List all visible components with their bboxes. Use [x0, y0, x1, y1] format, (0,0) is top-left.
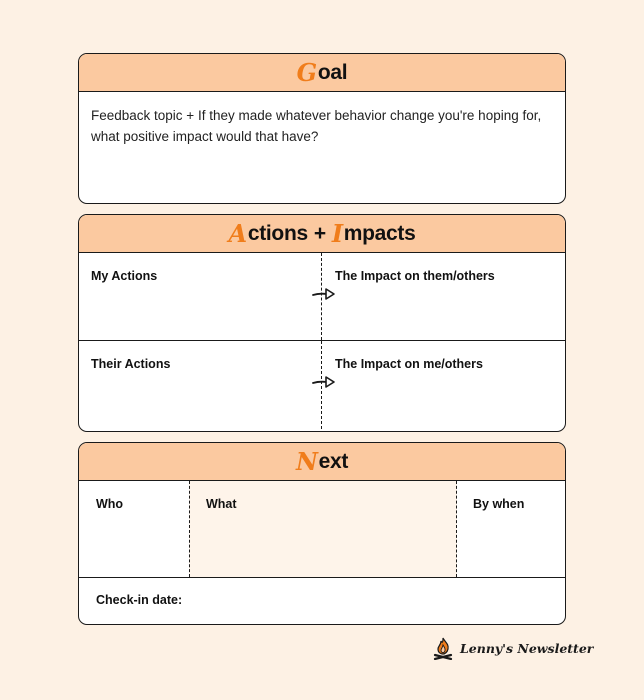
arrow-right-icon	[311, 375, 337, 389]
plus-sign: +	[313, 221, 326, 245]
next-columns	[79, 481, 565, 578]
next-card	[78, 442, 566, 625]
impact-on-me-label: The Impact on me/others	[335, 357, 483, 371]
impacts-title: mpacts	[343, 221, 416, 245]
dashed-divider	[189, 481, 190, 577]
goal-header	[79, 54, 565, 92]
brand-name: Lenny's Newsletter	[460, 640, 594, 656]
next-accent-letter: N	[295, 447, 318, 476]
goal-title: oal	[317, 60, 348, 84]
impacts-accent-letter: I	[331, 219, 343, 248]
check-in-date-field[interactable]: Check-in date:	[96, 593, 183, 607]
next-header	[79, 443, 565, 481]
actions-impacts-header	[79, 215, 565, 253]
goal-body-text[interactable]: Feedback topic + If they made whatever behavior change you're hoping for, what positive impact would that have?	[91, 108, 542, 144]
actions-impacts-card	[78, 214, 566, 432]
brand-logo	[432, 636, 593, 660]
what-label[interactable]: What	[206, 497, 237, 511]
actions-title: ctions	[247, 221, 308, 245]
what-column-fill	[189, 481, 457, 577]
dashed-divider	[456, 481, 457, 577]
their-actions-row[interactable]	[79, 341, 565, 429]
goal-accent-letter: G	[296, 58, 317, 87]
by-when-label[interactable]: By when	[473, 497, 525, 511]
who-label[interactable]: Who	[96, 497, 124, 511]
campfire-icon	[432, 636, 454, 660]
their-actions-label: Their Actions	[91, 357, 171, 371]
next-title: ext	[318, 449, 349, 473]
impact-on-them-label: The Impact on them/others	[335, 269, 495, 283]
my-actions-label: My Actions	[91, 269, 158, 283]
my-actions-row[interactable]	[79, 253, 565, 341]
goal-card	[78, 53, 566, 204]
arrow-right-icon	[311, 287, 337, 301]
actions-accent-letter: A	[228, 219, 247, 248]
